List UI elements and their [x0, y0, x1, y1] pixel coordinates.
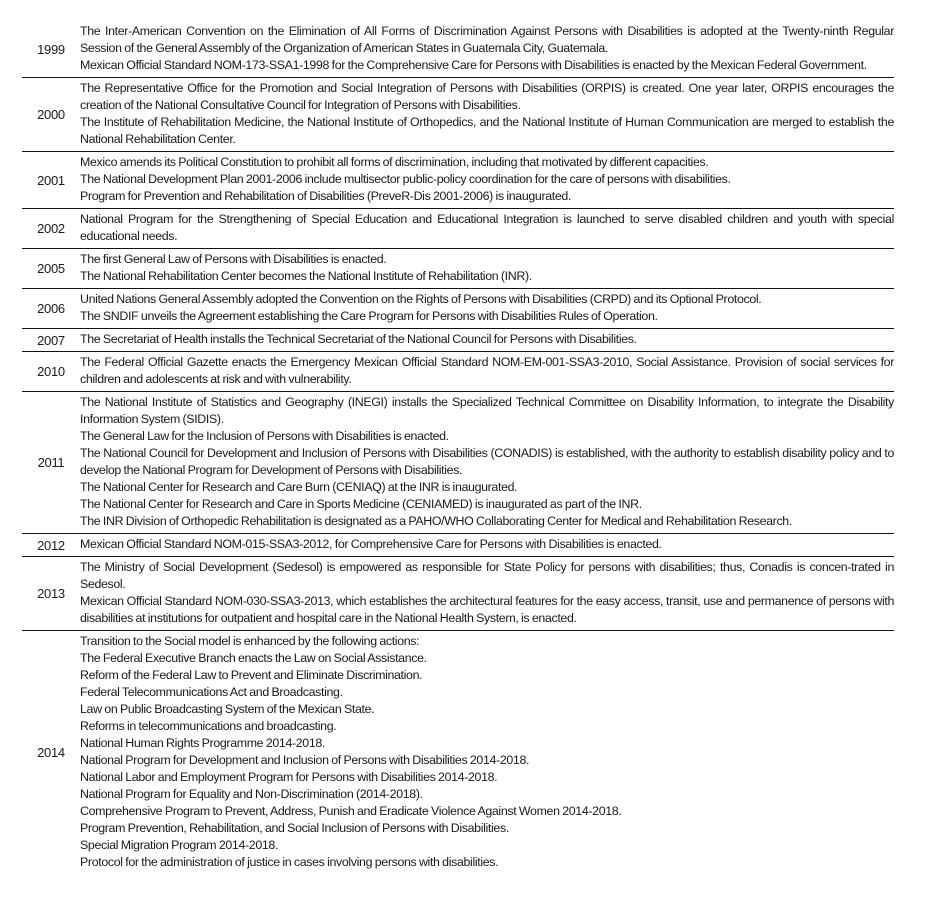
event-text: Transition to the Social model is enhanced by the following actions: [80, 634, 420, 648]
event-text: The INR Division of Orthopedic Rehabilitation is designated as a PAHO/WHO Collaborating Center for Medical and Rehabilitation Research. [80, 514, 792, 528]
timeline-row [22, 392, 894, 534]
events-cell [80, 78, 894, 151]
event-text: The National Center for Research and Care in Sports Medicine (CENIAMED) is inaugurated as part of the INR. [80, 497, 642, 511]
timeline-row [22, 329, 894, 352]
events-cell [80, 392, 894, 533]
event-text: Mexican Official Standard NOM-015-SSA3-2012, for Comprehensive Care for Persons with Disabilities is enacted. [80, 537, 662, 551]
event-text: The Federal Official Gazette enacts the Emergency Mexican Official Standard NOM-EM-001-SSA3-2010, Social Assistance. Provision of social services for children and adolescents at risk and with vulnerability. [80, 355, 894, 386]
timeline-row [22, 209, 894, 249]
event-text: Comprehensive Program to Prevent, Address, Punish and Eradicate Violence Against Women 2014-2018. [80, 804, 622, 818]
event-text: Mexican Official Standard NOM-030-SSA3-2013, which establishes the architectural features for the easy access, transit, use and permanence of persons with disabilities at institutions for outpatient and hospital care in the National Health System, is enacted. [80, 594, 894, 625]
events-cell [80, 631, 894, 874]
timeline-table [22, 21, 894, 874]
event-text: The National Development Plan 2001-2006 include multisector public-policy coordination for the care of persons with disabilities. [80, 172, 731, 186]
event-text: National Program for the Strengthening of Special Education and Educational Integration is launched to serve disabled children and youth with special educational needs. [80, 212, 894, 243]
event-text: Mexico amends its Political Constitution to prohibit all forms of discrimination, including that motivated by different capacities. [80, 155, 709, 169]
event-text: Reforms in telecommunications and broadcasting. [80, 719, 337, 733]
timeline-row [22, 557, 894, 631]
events-cell [80, 209, 894, 248]
year-cell: 2001 [37, 172, 65, 188]
year-cell: 2012 [37, 537, 65, 553]
event-text: Reform of the Federal Law to Prevent and Eliminate Discrimination. [80, 668, 423, 682]
event-text: Program Prevention, Rehabilitation, and Social Inclusion of Persons with Disabilities. [80, 821, 509, 835]
event-text: Protocol for the administration of justice in cases involving persons with disabilities. [80, 855, 499, 869]
year-cell: 2006 [37, 301, 65, 316]
event-text: The National Council for Development and Inclusion of Persons with Disabilities (CONADIS) is established, with the authority to establish disability policy and to develop the National Program for Development of Persons with Disabilities. [80, 446, 894, 477]
events-cell [80, 329, 894, 351]
year-cell: 2000 [37, 107, 65, 122]
event-text: The Inter-American Convention on the Elimination of All Forms of Discrimination Against Persons with Disabilities is adopted at the Twenty-ninth Regular Session of the General Assembly of the Organization of American States in Guatemala City, Guatemala. [80, 24, 894, 55]
event-text: Special Migration Program 2014-2018. [80, 838, 279, 852]
events-cell [80, 557, 894, 630]
timeline-row [22, 631, 894, 874]
event-text: The first General Law of Persons with Disabilities is enacted. [80, 252, 387, 266]
event-text: Program for Prevention and Rehabilitation of Disabilities (PreveR-Dis 2001-2006) is inaugurated. [80, 189, 572, 203]
event-text: Federal Telecommunications Act and Broadcasting. [80, 685, 343, 699]
year-cell: 2013 [37, 586, 65, 601]
event-text: National Human Rights Programme 2014-2018. [80, 736, 326, 750]
timeline-row [22, 249, 894, 289]
event-text: United Nations General Assembly adopted the Convention on the Rights of Persons with Disabilities (CRPD) and its Optional Protocol. [80, 292, 762, 306]
timeline-row [22, 289, 894, 329]
event-text: Law on Public Broadcasting System of the Mexican State. [80, 702, 375, 716]
event-text: The National Institute of Statistics and Geography (INEGI) installs the Specialized Technical Committee on Disability Information, to integrate the Disability Information System (SIDIS). [80, 395, 894, 426]
year-cell: 2005 [37, 261, 65, 276]
event-text: The Institute of Rehabilitation Medicine, the National Institute of Orthopedics, and the National Institute of Human Communication are merged to establish the National Rehabilitation Center. [80, 115, 894, 146]
events-cell [80, 249, 894, 288]
event-text: The Federal Executive Branch enacts the Law on Social Assistance. [80, 651, 427, 665]
events-cell [80, 152, 894, 208]
events-cell [80, 352, 894, 391]
event-text: The Secretariat of Health installs the Technical Secretariat of the National Council for Persons with Disabilities. [80, 332, 637, 346]
event-text: Mexican Official Standard NOM-173-SSA1-1998 for the Comprehensive Care for Persons with Disabilities is enacted by the Mexican Federal Government. [80, 58, 867, 72]
events-cell [80, 534, 894, 556]
event-text: The General Law for the Inclusion of Persons with Disabilities is enacted. [80, 429, 449, 443]
year-cell: 2014 [37, 745, 65, 760]
event-text: National Program for Development and Inclusion of Persons with Disabilities 2014-2018. [80, 753, 530, 767]
timeline-row [22, 78, 894, 152]
timeline-row [22, 534, 894, 557]
event-text: The National Center for Research and Care Burn (CENIAQ) at the INR is inaugurated. [80, 480, 518, 494]
event-text: The Ministry of Social Development (Sedesol) is empowered as responsible for State Policy for persons with disabilities; thus, Conadis is concen-trated in Sedesol. [80, 560, 894, 591]
events-cell [80, 289, 894, 328]
timeline-row [22, 21, 894, 78]
events-cell [80, 21, 894, 77]
event-text: The National Rehabilitation Center becomes the National Institute of Rehabilitation (INR). [80, 269, 532, 283]
year-cell: 1999 [37, 41, 65, 57]
event-text: The SNDIF unveils the Agreement establishing the Care Program for Persons with Disabilities Rules of Operation. [80, 309, 658, 323]
timeline-row [22, 352, 894, 392]
event-text: The Representative Office for the Promotion and Social Integration of Persons with Disabilities (ORPIS) is created. One year later, ORPIS encourages the creation of the National Consultative Council for Integration of Persons with Disabilities. [80, 81, 894, 112]
event-text: National Program for Equality and Non-Discrimination (2014-2018). [80, 787, 423, 801]
year-cell: 2007 [37, 332, 65, 348]
timeline-row [22, 152, 894, 209]
year-cell: 2010 [37, 364, 65, 379]
year-cell: 2002 [37, 221, 65, 236]
event-text: National Labor and Employment Program for Persons with Disabilities 2014-2018. [80, 770, 498, 784]
year-cell: 2011 [37, 455, 65, 470]
